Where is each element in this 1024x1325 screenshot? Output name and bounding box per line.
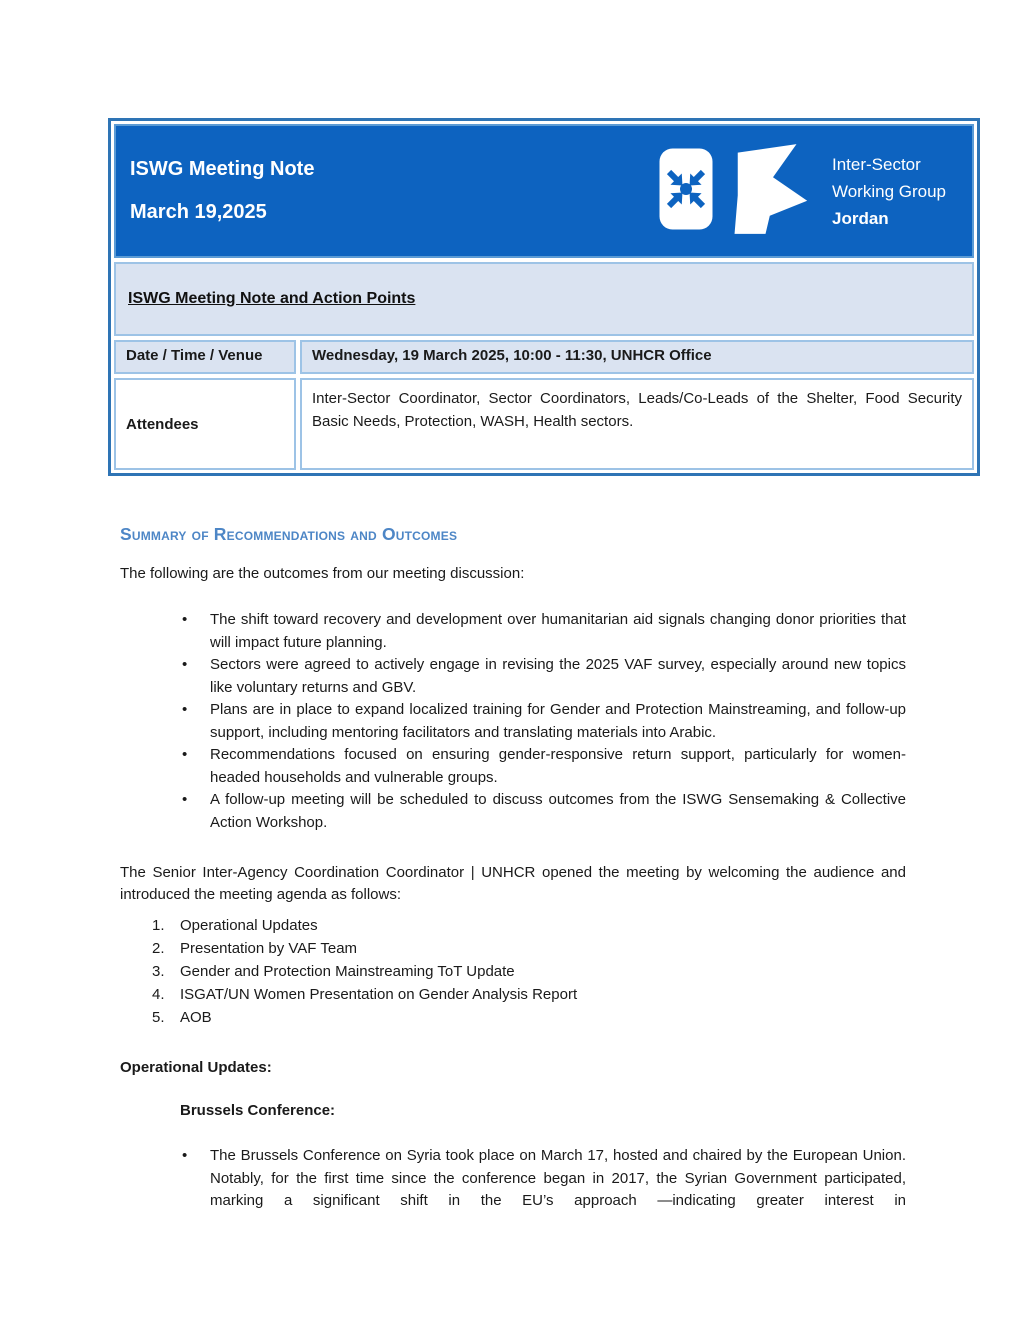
header-subtitle-band: [114, 262, 974, 336]
operational-updates-heading: Operational Updates:: [120, 1059, 272, 1076]
agenda-list: [120, 914, 906, 1029]
summary-bullet-list: [120, 609, 906, 834]
attendees-label: Attendees: [114, 378, 296, 470]
list-item: • A follow-up meeting will be scheduled to discuss outcomes from the ISWG Sensemaking & Collective Action Workshop.: [120, 789, 906, 834]
date-time-venue-label: Date / Time / Venue: [114, 340, 296, 374]
header-blue-band: [114, 124, 974, 258]
org-name-line1: Inter-Sector: [831, 154, 921, 174]
list-item: • The Brussels Conference on Syria took place on March 17, hosted and chaired by the European Union. Notably, for the first time since the conference began in 2017, the Syrian Government participated, marking a significant shift in the EU’s approach —indicating greater interest in: [120, 1145, 906, 1213]
attendees-value: Inter-Sector Coordinator, Sector Coordinators, Leads/Co-Leads of the Shelter, Food Security Basic Needs, Protection, WASH, Health sectors.: [300, 378, 974, 470]
table-row: [114, 340, 974, 374]
document-date: March 19,2025: [130, 201, 267, 223]
date-time-venue-value: Wednesday, 19 March 2025, 10:00 - 11:30, UNHCR Office: [300, 340, 974, 374]
document-subtitle: ISWG Meeting Note and Action Points: [128, 290, 416, 307]
jordan-map-icon: [730, 142, 816, 241]
document-title: ISWG Meeting Note: [130, 158, 315, 180]
list-item: Gender and Protection Mainstreaming ToT Update: [180, 963, 515, 980]
org-name-line3: Jordan: [831, 208, 889, 228]
org-logo: [658, 142, 946, 241]
list-item: AOB: [180, 1009, 212, 1026]
list-item: • The shift toward recovery and development over humanitarian aid signals changing donor priorities that will impact future planning.: [120, 609, 906, 654]
header-title-group: [130, 158, 314, 224]
converging-arrows-icon: [658, 147, 714, 236]
list-item: • Sectors were agreed to actively engage in revising the 2025 VAF survey, especially around new topics like voluntary returns and GBV.: [120, 654, 906, 699]
org-name: [832, 151, 946, 232]
list-item: ISGAT/UN Women Presentation on Gender Analysis Report: [180, 986, 578, 1003]
table-row: [114, 378, 974, 470]
document-body: [120, 524, 906, 1213]
summary-intro-paragraph: The following are the outcomes from our meeting discussion:: [120, 565, 525, 582]
summary-section-heading: Summary of Recommendations and Outcomes: [120, 524, 458, 544]
brussels-conference-subheading: Brussels Conference:: [180, 1102, 336, 1119]
list-item: • Plans are in place to expand localized training for Gender and Protection Mainstreaming, and follow-up support, including mentoring facilitators and translating materials into Arabic.: [120, 699, 906, 744]
agenda-intro-paragraph: The Senior Inter-Agency Coordination Coordinator | UNHCR opened the meeting by welcoming the audience and introduced the meeting agenda as follows:: [120, 864, 906, 903]
brussels-bullet-list: [120, 1145, 906, 1213]
list-item: Operational Updates: [180, 917, 318, 934]
list-item: • Recommendations focused on ensuring gender-responsive return support, particularly for women-headed households and vulnerable groups.: [120, 744, 906, 789]
org-name-line2: Working Group: [831, 181, 946, 201]
list-item: Presentation by VAF Team: [180, 940, 358, 957]
document-header-block: [108, 118, 980, 476]
